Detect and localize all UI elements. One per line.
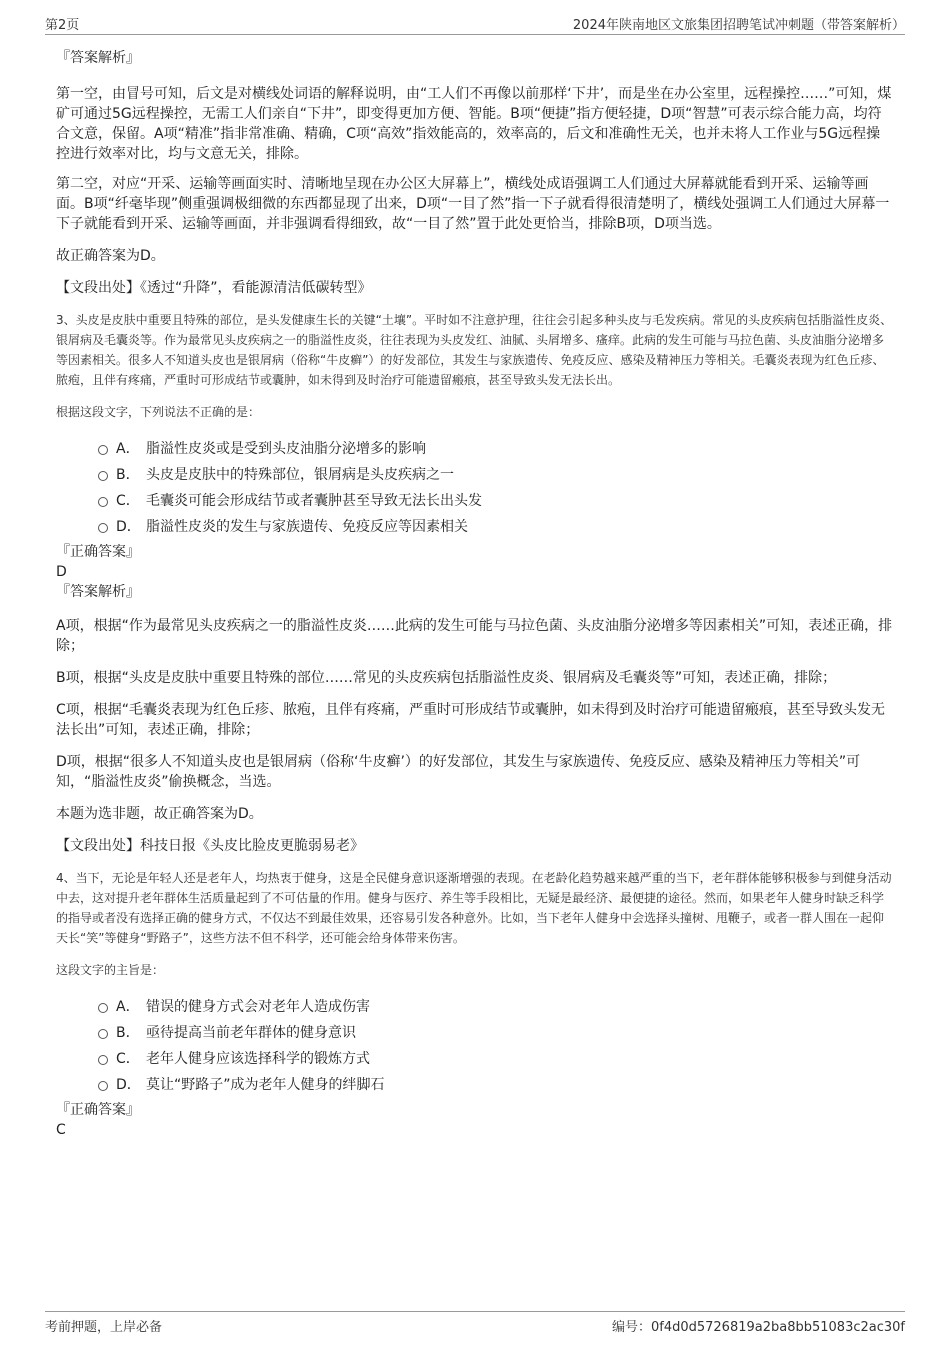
q4-answer-label: 『正确答案』: [56, 1102, 140, 1118]
q2-source: 【文段出处】《透过“升降”，看能源清洁低碳转型》: [56, 280, 372, 296]
radio-icon[interactable]: [98, 523, 108, 533]
page-header: [45, 12, 905, 35]
radio-icon[interactable]: [98, 497, 108, 507]
q3-answer: D: [56, 564, 67, 580]
q3-analysis-label: 『答案解析』: [56, 584, 140, 600]
page-number: 第2页: [45, 18, 80, 33]
document-body: [56, 44, 894, 1140]
q4-options: [56, 994, 894, 1098]
radio-icon[interactable]: [98, 1081, 108, 1091]
q3-answer-label: 『正确答案』: [56, 544, 140, 560]
code-label: 编号：: [611, 1320, 651, 1335]
q3-analysis-a: A项，根据“作为最常见头皮疾病之一的脂溢性皮炎……此病的发生可能与马拉色菌、头皮油脂分泌增多等因素相关”可知，表述正确，排除；: [56, 618, 893, 654]
radio-icon[interactable]: [98, 1029, 108, 1039]
document-code: [612, 1316, 905, 1335]
footer-slogan: 考前押题，上岸必备: [45, 1320, 163, 1335]
radio-icon[interactable]: [98, 1003, 108, 1013]
q2-analysis-para1: 第一空，由冒号可知，后文是对横线处词语的解释说明，由“工人们不再像以前那样‘下井’，而是坐在办公室里，远程操控……”可知，煤矿可通过5G远程操控，无需工人们亲自“下井”，即变得更加方便、智能。B项“便捷”指方便轻捷，D项“智慧”可表示综合能力高，均符合文意，保留。A项“精准”指非常准确、精确，C项“高效”指效能高的，效率高的，后文和准确性无关，也并未将人工作业与5G远程操控进行效率对比，均与文意无关，排除。: [56, 86, 892, 162]
q3-stem: 3、头皮是皮肤中重要且特殊的部位，是头发健康生长的关键“土壤”。平时如不注意护理，往往会引起多种头皮与毛发疾病。常见的头皮疾病包括脂溢性皮炎、银屑病及毛囊炎等。作为最常见头皮疾病之一的脂溢性皮炎，往往表现为头皮发红、油腻、头屑增多、瘙痒。此病的发生可能与马拉色菌、头皮油脂分泌增多等因素相关。很多人不知道头皮也是银屑病（俗称“牛皮癣”）的好发部位，其发生与家族遗传、免疫反应、感染及精神压力等相关。毛囊炎表现为红色丘疹、脓疱，且伴有疼痛，严重时可形成结节或囊肿，如未得到及时治疗可能遗留瘢痕，甚至导致头发无法长出。: [56, 313, 893, 387]
q3-source: 【文段出处】科技日报《头皮比脸皮更脆弱易老》: [56, 838, 364, 854]
document-title: 2024年陕南地区文旅集团招聘笔试冲刺题（带答案解析）: [572, 18, 905, 33]
q4-stem: 4、当下，无论是年轻人还是老年人，均热衷于健身，这是全民健身意识逐渐增强的表现。在老龄化趋势越来越严重的当下，老年群体能够积极参与到健身活动中去，这对提升老年群体生活质量起到了不可估量的作用。健身与医疗、养生等手段相比，无疑是最经济、最便捷的途径。然而，如果老年人健身时缺乏科学的指导或者没有选择正确的健身方式，不仅达不到最佳效果，还容易引发各种意外。比如，当下老年人健身中会选择头撞树、甩鞭子，或者一群人围在一起仰天长“笑”等健身“野路子”，这些方法不但不科学，还可能会给身体带来伤害。: [56, 871, 892, 945]
q4-option-a[interactable]: A． 错误的健身方式会对老年人造成伤害: [56, 994, 894, 1020]
radio-icon[interactable]: [98, 471, 108, 481]
q2-conclusion: 故正确答案为D。: [56, 248, 165, 264]
radio-icon[interactable]: [98, 1055, 108, 1065]
q3-option-b[interactable]: B． 头皮是皮肤中的特殊部位，银屑病是头皮疾病之一: [56, 462, 894, 488]
q4-question: 这段文字的主旨是：: [56, 963, 165, 977]
q3-option-d[interactable]: D． 脂溢性皮炎的发生与家族遗传、免疫反应等因素相关: [56, 514, 894, 540]
q4-option-b[interactable]: B． 亟待提高当前老年群体的健身意识: [56, 1020, 894, 1046]
q3-option-c[interactable]: C． 毛囊炎可能会形成结节或者囊肿甚至导致无法长出头发: [56, 488, 894, 514]
code-value: 0f4d0d5726819a2ba8bb51083c2ac30f: [650, 1320, 905, 1335]
q3-analysis-d: D项，根据“很多人不知道头皮也是银屑病（俗称‘牛皮癣’）的好发部位，其发生与家族遗传、免疫反应、感染及精神压力等相关”可知，“脂溢性皮炎”偷换概念，当选。: [56, 754, 861, 790]
q3-conclusion: 本题为选非题，故正确答案为D。: [56, 806, 263, 822]
q4-option-c[interactable]: C． 老年人健身应该选择科学的锻炼方式: [56, 1046, 894, 1072]
q3-question: 根据这段文字，下列说法不正确的是：: [56, 405, 261, 419]
q3-analysis-b: B项，根据“头皮是皮肤中重要且特殊的部位……常见的头皮疾病包括脂溢性皮炎、银屑病及毛囊炎等”可知，表述正确，排除；: [56, 670, 837, 686]
q4-option-d[interactable]: D． 莫让“野路子”成为老年人健身的绊脚石: [56, 1072, 894, 1098]
q3-analysis-c: C项，根据“毛囊炎表现为红色丘疹、脓疱，且伴有疼痛，严重时可形成结节或囊肿，如未得到及时治疗可能遗留瘢痕，甚至导致头发无法长出”可知，表述正确，排除；: [56, 702, 886, 738]
q3-options: [56, 436, 894, 540]
q4-answer: C: [56, 1122, 66, 1138]
radio-icon[interactable]: [98, 445, 108, 455]
q2-analysis-label: 『答案解析』: [56, 50, 140, 66]
q2-analysis-para2: 第二空，对应“开采、运输等画面实时、清晰地呈现在办公区大屏幕上”，横线处成语强调工人们通过大屏幕就能看到开采、运输等画面。B项“纤毫毕现”侧重强调极细微的东西都显现了出来，D项“一目了然”指一下子就看得很清楚明了，横线处强调工人们通过大屏幕一下子就能看到开采、运输等画面，并非强调看得细致，故“一目了然”置于此处更恰当，排除B项，D项当选。: [56, 176, 890, 232]
page-footer: [45, 1311, 905, 1336]
q3-option-a[interactable]: A． 脂溢性皮炎或是受到头皮油脂分泌增多的影响: [56, 436, 894, 462]
